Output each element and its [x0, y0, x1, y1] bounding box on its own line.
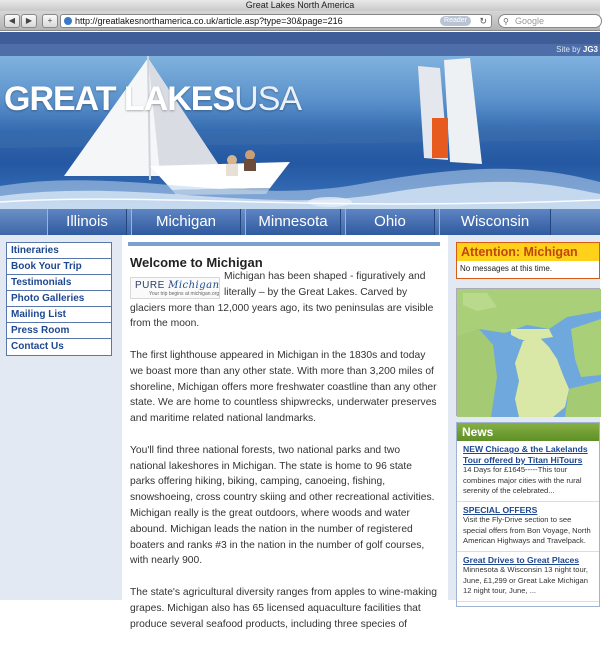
search-placeholder: Google: [515, 16, 545, 26]
reader-button[interactable]: Reader: [440, 16, 471, 26]
news-item-desc: Visit the Fly-Drive section to see special offers from Bon Voyage, North American Highways and Travelpack.: [463, 515, 591, 545]
reload-icon[interactable]: ↻: [479, 16, 487, 26]
pure-michigan-wordmark: PURE Michigan: [135, 280, 220, 291]
logo-main-text: GREAT LAKES: [4, 80, 235, 118]
news-item-title[interactable]: NEW Chicago & the Lakelands Tour offered by Titan HiTours: [463, 444, 588, 465]
sidebar-item-photo-galleries[interactable]: Photo Galleries: [7, 291, 111, 307]
news-panel: [456, 422, 600, 607]
search-icon: ⚲: [503, 17, 509, 26]
site-logo[interactable]: [4, 80, 301, 119]
article-paragraph: The first lighthouse appeared in Michigan in the 1830s and today we boast more than any other state. With more than 3,200 miles of shoreline, Michigan offers more freshwater coastline than any other state. We are home to countless shipwrecks, underwater preserves and maritime related national landmarks.: [130, 349, 437, 425]
search-field[interactable]: [498, 14, 602, 28]
article-paragraph: You'll find three national forests, two national parks and two national lakeshores in Michigan. The state is home to 96 state parks offering hiking, biking, camping, canoeing, fishing, snowshoeing, cross country skiing and other recreational activities. Michigan really is the great outdoors, where woods and water abound. Michigan leads the nation in the number of registered boaters and ranks #3 in the nation in the number of golf courses, with nearly 900.: [130, 444, 435, 567]
right-column: [456, 242, 600, 595]
sailboat-photo: [0, 56, 600, 209]
news-item: [457, 552, 599, 602]
attention-title: Attention: Michigan: [457, 243, 599, 261]
tab-wisconsin[interactable]: Wisconsin: [439, 209, 551, 235]
attention-box: [456, 242, 600, 279]
sidebar-item-itineraries[interactable]: Itineraries: [7, 243, 111, 259]
sidebar-item-press-room[interactable]: Press Room: [7, 323, 111, 339]
url-text: http://greatlakesnorthamerica.co.uk/article.asp?type=30&page=216: [75, 16, 343, 26]
browser-toolbar: [0, 11, 600, 31]
content-top-bar: [128, 242, 440, 246]
news-item-title[interactable]: SPECIAL OFFERS: [463, 504, 538, 515]
header-banner: [0, 56, 600, 209]
tab-michigan[interactable]: Michigan: [131, 209, 241, 235]
pure-michigan-tagline: Your trip begins at michigan.org: [149, 291, 220, 297]
sidebar-nav: [6, 242, 112, 356]
tab-illinois[interactable]: Illinois: [47, 209, 127, 235]
add-bookmark-button[interactable]: +: [42, 14, 58, 28]
news-item-title[interactable]: Great Drives to Great Places: [463, 554, 580, 565]
article-paragraph: Michigan has been shaped - figuratively and literally – by the Great Lakes. Carved by glaciers more than 12,000 years ago, its two peninsulas are visible from the moon.: [130, 271, 434, 330]
attention-message: No messages at this time.: [460, 264, 553, 273]
pure-michigan-logo[interactable]: [130, 277, 220, 299]
window-title: Great Lakes North America: [0, 0, 600, 11]
great-lakes-map[interactable]: [456, 288, 600, 416]
news-item-desc: Minnesota & Wisconsin 13 night tour, June, £1,299 or Great Lake Michigan 12 night tour, June, ...: [463, 565, 588, 595]
sidebar-item-testimonials[interactable]: Testimonials: [7, 275, 111, 291]
sidebar-item-mailing-list[interactable]: Mailing List: [7, 307, 111, 323]
forward-button[interactable]: ▶: [21, 14, 37, 28]
globe-icon: [64, 17, 72, 25]
news-item-desc: 14 Days for £1645-----This tour combines major cities with the rural serenity of the celebrated...: [463, 465, 582, 495]
news-item: [457, 441, 599, 502]
tab-ohio[interactable]: Ohio: [345, 209, 435, 235]
logo-suffix-text: USA: [234, 80, 302, 118]
site-credit-name: JG3: [582, 45, 598, 54]
news-heading: News: [457, 423, 599, 441]
sidebar-item-contact-us[interactable]: Contact Us: [11, 341, 64, 352]
back-button[interactable]: ◀: [4, 14, 20, 28]
page-title: Welcome to Michigan: [130, 255, 263, 270]
article-content: [122, 235, 448, 630]
michigan-map-graphic: [457, 289, 601, 417]
site-credit-prefix: Site by: [556, 45, 581, 54]
article-body: [130, 269, 438, 648]
address-bar[interactable]: [60, 14, 492, 28]
site-credit[interactable]: [0, 44, 600, 56]
state-nav-bar: [0, 209, 600, 235]
sidebar-item-book-your-trip[interactable]: Book Your Trip: [7, 259, 111, 275]
article-paragraph: The state's agricultural diversity ranges from apples to wine-making grapes. Michigan also has 65 licensed aquaculture facilities that produce several seafood products, including three species of: [130, 586, 438, 630]
news-item: [457, 502, 599, 552]
tab-minnesota[interactable]: Minnesota: [245, 209, 341, 235]
